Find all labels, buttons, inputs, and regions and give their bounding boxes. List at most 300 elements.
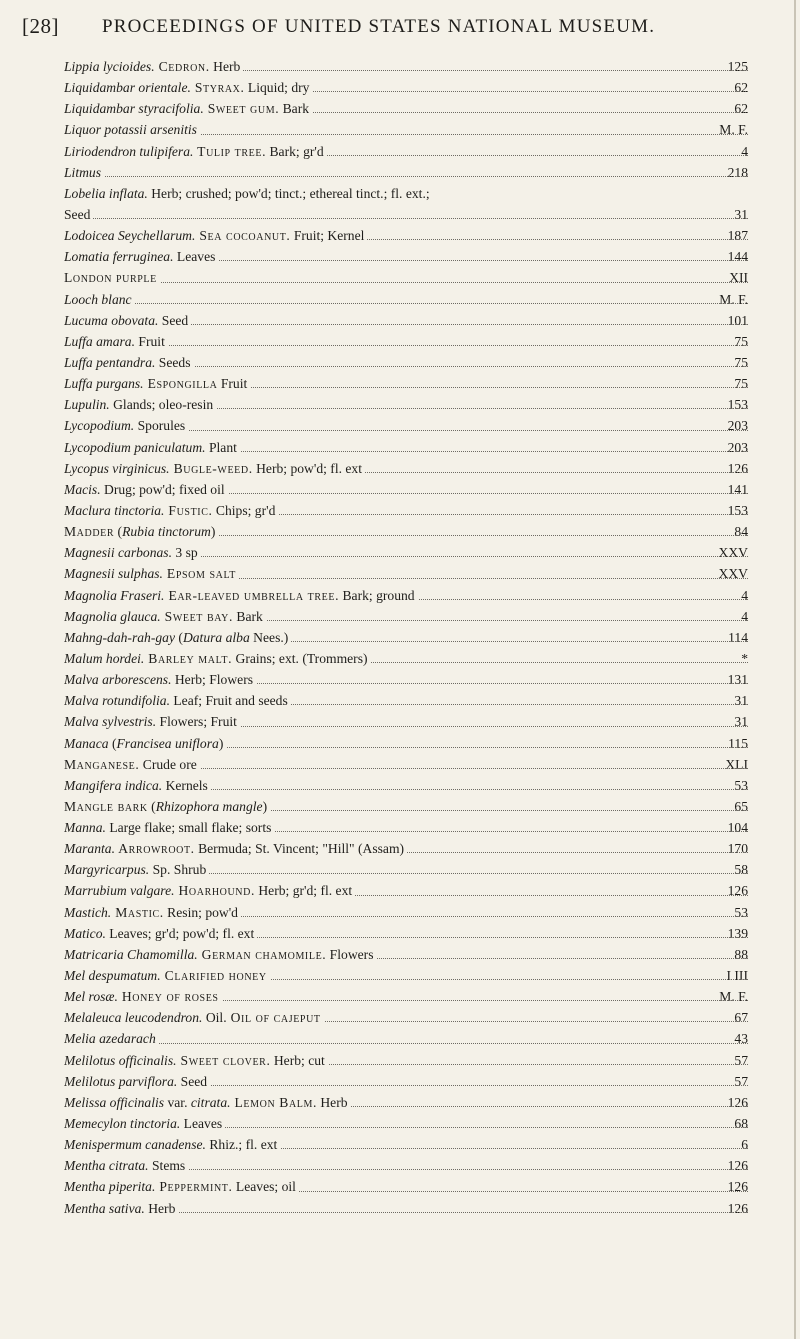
entry-latin-name: Mangifera indica. — [64, 777, 163, 793]
entry-text — [64, 862, 209, 877]
index-entry — [64, 1134, 748, 1155]
entry-description: Leaves — [173, 249, 216, 265]
entry-latin-name: Rhizophora mangle — [155, 798, 263, 814]
entry-page-ref: 126 — [704, 1176, 748, 1197]
entry-latin-name: Manaca — [64, 735, 109, 751]
entry-common-name: Mangle bark — [64, 798, 148, 814]
entry-text — [64, 672, 256, 687]
index-entry — [64, 373, 748, 394]
entry-common-name: Arrowroot. — [114, 841, 195, 857]
entry-page-ref: 104 — [704, 817, 748, 838]
entry-text — [64, 1137, 280, 1152]
entry-latin-name: Magnesii sulphas. — [64, 566, 163, 582]
entry-description: Bark; ground — [339, 587, 415, 603]
entry-description: Seed — [177, 1073, 208, 1089]
entry-page-ref: 187 — [704, 225, 748, 246]
entry-page-ref: 203 — [704, 415, 748, 436]
page-edge — [794, 0, 796, 1339]
entry-description: Leaves; oil — [232, 1179, 296, 1195]
entry-description: Plant — [205, 439, 237, 455]
entry-text — [64, 609, 266, 624]
index-entry — [64, 394, 748, 415]
entry-common-name: Sea cocoanut. — [195, 228, 291, 244]
entry-description: ) — [210, 524, 216, 540]
entry-description: Herb — [316, 1094, 348, 1110]
entry-text — [64, 1158, 188, 1173]
entry-text — [64, 122, 200, 137]
index-entry — [64, 1028, 748, 1049]
entry-latin-name: Malva sylvestris. — [64, 714, 157, 730]
entry-latin-name: Maranta. — [64, 841, 115, 857]
entry-description: Leaves — [180, 1116, 223, 1132]
entry-description: Rhiz.; fl. ext — [205, 1137, 278, 1153]
index-entry — [64, 817, 748, 838]
index-entry — [64, 838, 748, 859]
page-number: [28] — [22, 14, 59, 38]
entry-common-name: Fustic. — [164, 502, 213, 518]
entry-page-ref: 139 — [704, 923, 748, 944]
entry-description: Bark — [279, 101, 310, 117]
entry-latin-name: Luffa pentandra. — [64, 354, 156, 370]
entry-latin-name: Malva rotundifolia. — [64, 693, 170, 709]
entry-common-name: Clarified honey — [160, 968, 267, 984]
entry-latin-name: Memecylon tinctoria. — [64, 1116, 181, 1132]
entry-page-ref: 6 — [704, 1134, 748, 1155]
entry-text — [64, 461, 365, 476]
entry-latin-name: Lomatia ferruginea. — [64, 249, 174, 265]
entry-text — [64, 693, 291, 708]
entry-text — [64, 1031, 159, 1046]
entry-description: ( — [147, 798, 156, 814]
entry-description: Flowers — [326, 946, 374, 962]
entry-page-ref: 43 — [704, 1028, 748, 1049]
entry-latin-name: Lippia lycioides. — [64, 59, 155, 74]
index-entry — [64, 1113, 748, 1134]
entry-description: Crude ore — [139, 756, 197, 772]
entry-text — [64, 757, 200, 772]
entry-latin-name: Melaleuca leucodendron. — [64, 1010, 203, 1026]
entry-latin-name: Manna. — [64, 820, 106, 836]
entry-page-ref: 126 — [704, 1155, 748, 1176]
index-entry — [64, 437, 748, 458]
index-entry — [64, 1198, 748, 1219]
index-entry — [64, 711, 748, 732]
entry-page-ref: 31 — [704, 690, 748, 711]
entry-latin-name: Marrubium valgare. — [64, 883, 175, 899]
index-entry — [64, 1007, 748, 1028]
entry-common-name: Sweet clover. — [176, 1052, 271, 1068]
entry-page-ref: XXV — [704, 563, 748, 584]
entry-latin-name: Melissa officinalis — [64, 1094, 165, 1110]
entry-page-ref: 31 — [704, 711, 748, 732]
entry-page-ref: 53 — [704, 902, 748, 923]
index-entry — [64, 859, 748, 880]
entry-text — [64, 59, 243, 74]
entry-description: Bark; gr'd — [266, 143, 324, 159]
entry-description: ) — [262, 798, 268, 814]
entry-page-ref: 153 — [704, 394, 748, 415]
entry-description: Herb; crushed; pow'd; tinct.; ethereal tinct.; fl. ext.; — [147, 185, 430, 201]
entry-description: Glands; oleo-resin — [109, 397, 214, 413]
entry-page-ref: 75 — [704, 352, 748, 373]
entry-page-ref: 84 — [704, 521, 748, 542]
entry-description: var. — [164, 1094, 191, 1110]
entry-latin-name: Melilotus officinalis. — [64, 1052, 177, 1068]
entry-page-ref: M. F. — [704, 986, 748, 1007]
index-entry — [64, 690, 748, 711]
entry-page-ref: M. F. — [704, 289, 748, 310]
entry-common-name: Sweet gum. — [203, 101, 280, 117]
entry-description: Leaf; Fruit and seeds — [169, 693, 288, 709]
entry-common-name: German chamomile. — [197, 946, 327, 962]
entry-page-ref: 4 — [704, 141, 748, 162]
entry-page-ref: 141 — [704, 479, 748, 500]
entry-latin-name: Lobelia inflata. — [64, 185, 148, 201]
index-entry — [64, 880, 748, 901]
entry-latin-name: Maclura tinctoria. — [64, 502, 165, 518]
entry-description: Drug; pow'd; fixed oil — [100, 481, 225, 497]
entry-text — [64, 482, 228, 497]
entry-page-ref: 4 — [704, 606, 748, 627]
entry-latin-name: Malva arborescens. — [64, 672, 172, 688]
entry-description: Sp. Shrub — [149, 862, 207, 878]
index-entry — [64, 331, 748, 352]
entry-common-name: Lemon Balm. — [230, 1094, 317, 1110]
entry-text — [64, 905, 241, 920]
entry-text — [64, 270, 160, 285]
index-entry — [64, 77, 748, 98]
entry-page-ref: M. F. — [704, 119, 748, 140]
entry-description: Bermuda; St. Vincent; "Hill" (Assam) — [194, 841, 405, 857]
entry-description: Fruit — [217, 376, 248, 392]
entry-common-name: Epsom salt — [162, 566, 236, 582]
index-entry — [64, 521, 748, 542]
index-entry — [64, 56, 748, 77]
entry-common-name: Espongilla — [143, 376, 218, 392]
entry-page-ref: 114 — [704, 627, 748, 648]
entry-latin-name: citrata. — [190, 1094, 231, 1110]
entry-page-ref: 126 — [704, 458, 748, 479]
index-entry — [64, 923, 748, 944]
entry-page-ref: 53 — [704, 775, 748, 796]
entry-text — [64, 630, 291, 645]
entry-text — [64, 778, 211, 793]
entry-description: Oil. — [202, 1010, 227, 1026]
entry-latin-name: Lodoicea Seychellarum. — [64, 228, 196, 244]
entry-text — [64, 1074, 210, 1089]
index-entry — [64, 1176, 748, 1197]
entry-text — [64, 566, 239, 581]
entry-description: Leaves; gr'd; pow'd; fl. ext — [105, 925, 255, 941]
index-entry — [64, 754, 748, 775]
index-entry — [64, 965, 748, 986]
running-title: PROCEEDINGS OF UNITED STATES NATIONAL MUSEUM. — [102, 16, 656, 37]
index-entry — [64, 415, 748, 436]
entry-text — [64, 736, 226, 751]
entry-text — [64, 524, 218, 539]
entry-description: Sporules — [134, 418, 186, 434]
entry-text — [64, 841, 407, 856]
entry-page-ref: 31 — [704, 204, 748, 225]
entry-latin-name: Lucuma obovata. — [64, 312, 159, 328]
index-entry — [64, 183, 748, 204]
entry-description: Liquid; dry — [244, 80, 310, 96]
entry-description: Herb — [144, 1200, 176, 1216]
entry-common-name: Sweet bay. — [160, 608, 233, 624]
entry-latin-name: Mastich. — [64, 904, 112, 920]
entry-page-ref: 101 — [704, 310, 748, 331]
entry-text — [64, 376, 250, 391]
index-entry — [64, 542, 748, 563]
entry-description: Seed — [158, 312, 189, 328]
index-entry — [64, 563, 748, 584]
index-entry — [64, 289, 748, 310]
entry-latin-name: Liquor potassii arsenitis — [64, 122, 197, 138]
index-entry — [64, 352, 748, 373]
entry-page-ref: 4 — [704, 585, 748, 606]
entry-page-ref: 218 — [704, 162, 748, 183]
entry-page-ref: XXV — [704, 542, 748, 563]
page-header — [22, 4, 782, 48]
entry-latin-name: Luffa purgans. — [64, 376, 144, 392]
entry-latin-name: Mentha piperita. — [64, 1179, 156, 1195]
entry-page-ref: 115 — [704, 733, 748, 754]
entry-latin-name: Francisea uniflora — [116, 735, 219, 751]
entry-common-name: Peppermint. — [155, 1179, 233, 1195]
index-entry — [64, 267, 748, 288]
index-entry — [64, 98, 748, 119]
entry-latin-name: Margyricarpus. — [64, 862, 150, 878]
entry-latin-name: Mel rosæ. — [64, 989, 118, 1005]
index-entry — [64, 902, 748, 923]
entry-text — [64, 926, 257, 941]
entry-description: Kernels — [162, 777, 208, 793]
entry-latin-name: Mentha citrata. — [64, 1158, 149, 1174]
entry-common-name: Barley malt. — [144, 650, 233, 666]
entry-text — [64, 313, 191, 328]
entry-common-name: Hoarhound. — [174, 883, 255, 899]
index-entry — [64, 479, 748, 500]
entry-description: Herb; gr'd; fl. ext — [254, 883, 353, 899]
index-entry — [64, 669, 748, 690]
entry-text — [64, 165, 104, 180]
entry-latin-name: Magnolia glauca. — [64, 608, 161, 624]
entry-text — [64, 1010, 324, 1025]
index-entry — [64, 585, 748, 606]
entry-text — [64, 1179, 299, 1194]
entry-common-name: London purple — [64, 270, 157, 286]
entry-description: ) — [218, 735, 224, 751]
entry-common-name: Manganese. — [64, 756, 140, 772]
entry-latin-name: Magnesii carbonas. — [64, 545, 172, 561]
entry-latin-name: Magnolia Fraseri. — [64, 587, 165, 603]
entry-page-ref: 58 — [704, 859, 748, 880]
entry-page-ref: 153 — [704, 500, 748, 521]
entry-page-ref: * — [704, 648, 748, 669]
entry-common-name: Madder — [64, 524, 115, 540]
entry-latin-name: Melilotus parviflora. — [64, 1073, 178, 1089]
index-entry — [64, 1071, 748, 1092]
entry-text — [64, 355, 194, 370]
entry-text — [64, 1095, 351, 1110]
entry-text — [64, 503, 278, 518]
entry-description: Flowers; Fruit — [156, 714, 237, 730]
entry-text — [64, 334, 168, 349]
entry-page-ref: 126 — [704, 880, 748, 901]
entry-latin-name: Datura alba — [182, 629, 250, 645]
index-entry — [64, 986, 748, 1007]
entry-description: ( — [108, 735, 117, 751]
entry-page-ref: 75 — [704, 373, 748, 394]
entry-description: Resin; pow'd — [163, 904, 238, 920]
entry-common-name: Bugle-weed. — [169, 460, 253, 476]
entry-latin-name: Malum hordei. — [64, 650, 145, 666]
entry-latin-name: Lycopus virginicus. — [64, 460, 170, 476]
entry-latin-name: Matricaria Chamomilla. — [64, 946, 198, 962]
entry-text — [64, 947, 376, 962]
index-entry — [64, 204, 748, 225]
entry-latin-name: Lycopodium. — [64, 418, 135, 434]
entry-common-name: Tulip tree. — [193, 143, 267, 159]
entry-latin-name: Lupulin. — [64, 397, 110, 413]
entry-latin-name: Liriodendron tulipifera. — [64, 143, 194, 159]
index-entry — [64, 500, 748, 521]
entry-latin-name: Mel despumatum. — [64, 968, 161, 984]
entry-description: Seed — [64, 206, 91, 222]
entry-text — [64, 228, 367, 243]
entry-page-ref: 62 — [704, 98, 748, 119]
index-entry — [64, 733, 748, 754]
entry-latin-name: Mentha sativa. — [64, 1200, 145, 1216]
index-entry — [64, 1155, 748, 1176]
entry-page-ref: 126 — [704, 1198, 748, 1219]
entry-page-ref: XLI — [704, 754, 748, 775]
entry-latin-name: Macis. — [64, 481, 101, 497]
entry-page-ref: 203 — [704, 437, 748, 458]
entry-page-ref: 75 — [704, 331, 748, 352]
index-list — [64, 56, 748, 1219]
entry-description: Herb; cut — [270, 1052, 325, 1068]
entry-page-ref: 67 — [704, 1007, 748, 1028]
entry-latin-name: Luffa amara. — [64, 333, 136, 349]
entry-text — [64, 144, 327, 159]
entry-text — [64, 186, 433, 201]
entry-latin-name: Looch blanc — [64, 291, 132, 307]
entry-text — [64, 1116, 225, 1131]
entry-description: ( — [114, 524, 123, 540]
entry-text — [64, 820, 274, 835]
entry-page-ref: 88 — [704, 944, 748, 965]
entry-common-name: Oil of cajeput — [226, 1010, 321, 1026]
entry-text — [64, 1201, 178, 1216]
entry-latin-name: Menispermum canadense. — [64, 1137, 206, 1153]
entry-latin-name: Melia azedarach — [64, 1031, 156, 1047]
entry-description: Chips; gr'd — [212, 502, 276, 518]
entry-page-ref: 131 — [704, 669, 748, 690]
index-entry — [64, 225, 748, 246]
entry-text — [64, 883, 355, 898]
entry-text — [64, 101, 312, 116]
entry-description: Fruit; Kernel — [290, 228, 365, 244]
entry-description: Herb; Flowers — [171, 672, 254, 688]
entry-text — [64, 799, 270, 814]
entry-description: Herb — [209, 59, 241, 74]
entry-common-name: Honey of roses — [117, 989, 219, 1005]
entry-page-ref: I III — [704, 965, 748, 986]
entry-page-ref: 125 — [704, 56, 748, 77]
entry-text — [64, 714, 240, 729]
entry-text — [64, 207, 93, 222]
index-entry — [64, 606, 748, 627]
entry-description: Nees.) — [249, 629, 289, 645]
entry-text — [64, 249, 218, 264]
entry-text — [64, 80, 312, 95]
index-entry — [64, 627, 748, 648]
entry-latin-name: Rubia tinctorum — [122, 524, 211, 540]
entry-page-ref: 57 — [704, 1050, 748, 1071]
index-entry — [64, 162, 748, 183]
entry-description: 3 sp — [172, 545, 198, 561]
entry-common-name: Cedron. — [154, 59, 210, 74]
entry-latin-name: Liquidambar styracifolia. — [64, 101, 204, 117]
entry-description: Large flake; small flake; sorts — [105, 820, 272, 836]
entry-text — [64, 397, 216, 412]
entry-text — [64, 418, 188, 433]
index-entry — [64, 944, 748, 965]
entry-text — [64, 968, 270, 983]
entry-description: Bark — [233, 608, 263, 624]
entry-latin-name: Liquidambar orientale. — [64, 80, 191, 96]
index-entry — [64, 648, 748, 669]
entry-latin-name: Lycopodium paniculatum. — [64, 439, 206, 455]
index-entry — [64, 310, 748, 331]
entry-page-ref: XII — [704, 267, 748, 288]
entry-page-ref: 126 — [704, 1092, 748, 1113]
entry-text — [64, 545, 201, 560]
index-entry — [64, 246, 748, 267]
entry-description: Herb; pow'd; fl. ext — [252, 460, 363, 476]
index-entry — [64, 796, 748, 817]
entry-latin-name: Mahng-dah-rah-gay — [64, 629, 175, 645]
entry-latin-name: Matico. — [64, 925, 106, 941]
entry-description: Seeds — [155, 354, 191, 370]
entry-common-name: Ear-leaved umbrella tree. — [164, 587, 340, 603]
entry-text — [64, 1053, 328, 1068]
entry-text — [64, 440, 240, 455]
index-entry — [64, 458, 748, 479]
entry-page-ref: 65 — [704, 796, 748, 817]
entry-text — [64, 989, 222, 1004]
index-entry — [64, 1092, 748, 1113]
entry-common-name: Mastic. — [111, 904, 164, 920]
index-entry — [64, 119, 748, 140]
entry-page-ref: 57 — [704, 1071, 748, 1092]
entry-page-ref: 144 — [704, 246, 748, 267]
entry-description: ( — [175, 629, 183, 645]
entry-text — [64, 588, 418, 603]
entry-text — [64, 292, 135, 307]
entry-page-ref: 170 — [704, 838, 748, 859]
entry-page-ref: 68 — [704, 1113, 748, 1134]
entry-text — [64, 651, 371, 666]
entry-description: Stems — [148, 1158, 186, 1174]
entry-latin-name: Litmus — [64, 164, 102, 180]
entry-common-name: Styrax. — [190, 80, 245, 96]
entry-description: Fruit — [135, 333, 165, 349]
index-entry — [64, 1050, 748, 1071]
index-entry — [64, 141, 748, 162]
index-entry — [64, 775, 748, 796]
